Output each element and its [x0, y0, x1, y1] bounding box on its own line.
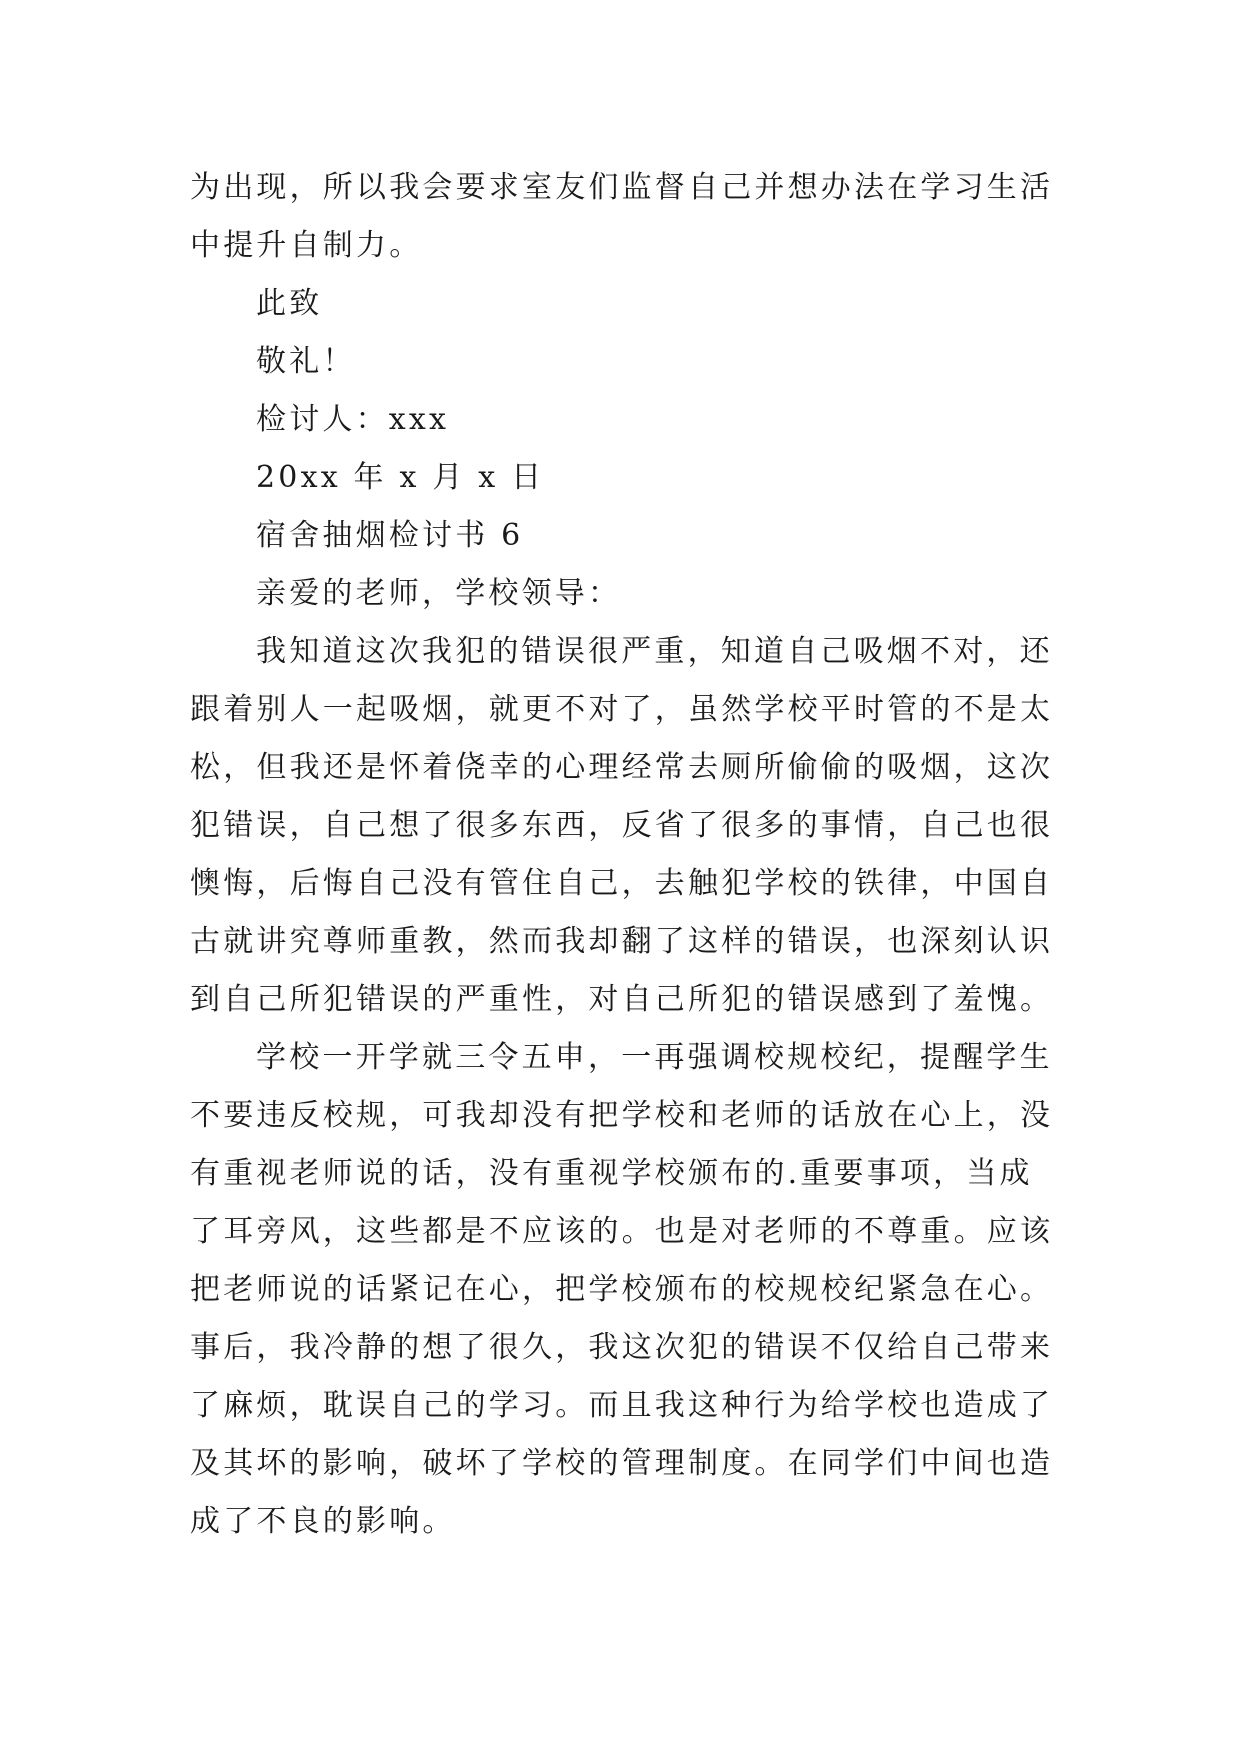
- signature-name: 检讨人：xxx: [256, 402, 450, 437]
- text-line: 松，但我还是怀着侥幸的心理经常去厕所偷偷的吸烟，这次: [190, 750, 1054, 785]
- text-line: 及其坏的影响，破坏了学校的管理制度。在同学们中间也造: [190, 1446, 1054, 1481]
- text-line: 中提升自制力。: [190, 228, 423, 263]
- text-line: 跟着别人一起吸烟，就更不对了，虽然学校平时管的不是太: [190, 692, 1054, 727]
- section-title: 宿舍抽烟检讨书 6: [256, 518, 524, 553]
- text-line: 犯错误，自己想了很多东西，反省了很多的事情，自己也很: [190, 808, 1054, 843]
- signature-date: 20xx 年 x 月 x 日: [256, 460, 545, 495]
- text-line: 到自己所犯错误的严重性，对自己所犯的错误感到了羞愧。: [190, 982, 1054, 1017]
- text-line: 把老师说的话紧记在心，把学校颁布的校规校纪紧急在心。: [190, 1272, 1054, 1307]
- text-line: 成了不良的影响。: [190, 1504, 456, 1539]
- text-line: 事后，我冷静的想了很久，我这次犯的错误不仅给自己带来: [190, 1330, 1054, 1365]
- text-line: 我知道这次我犯的错误很严重，知道自己吸烟不对，还: [256, 634, 1053, 669]
- text-line: 懊悔，后悔自己没有管住自己，去触犯学校的铁律，中国自: [190, 866, 1054, 901]
- text-line: 古就讲究尊师重教，然而我却翻了这样的错误，也深刻认识: [190, 924, 1054, 959]
- greeting: 亲爱的老师，学校领导：: [256, 576, 622, 611]
- closing-regards: 敬礼！: [256, 344, 356, 379]
- text-line: 了耳旁风，这些都是不应该的。也是对老师的不尊重。应该: [190, 1214, 1054, 1249]
- closing-salutation: 此致: [256, 286, 323, 321]
- text-line: 为出现，所以我会要求室友们监督自己并想办法在学习生活: [190, 170, 1054, 205]
- text-line: 有重视老师说的话，没有重视学校颁布的.重要事项，当成: [190, 1156, 1033, 1191]
- text-line: 不要违反校规，可我却没有把学校和老师的话放在心上，没: [190, 1098, 1054, 1133]
- text-line: 了麻烦，耽误自己的学习。而且我这种行为给学校也造成了: [190, 1388, 1054, 1423]
- text-line: 学校一开学就三令五申，一再强调校规校纪，提醒学生: [256, 1040, 1053, 1075]
